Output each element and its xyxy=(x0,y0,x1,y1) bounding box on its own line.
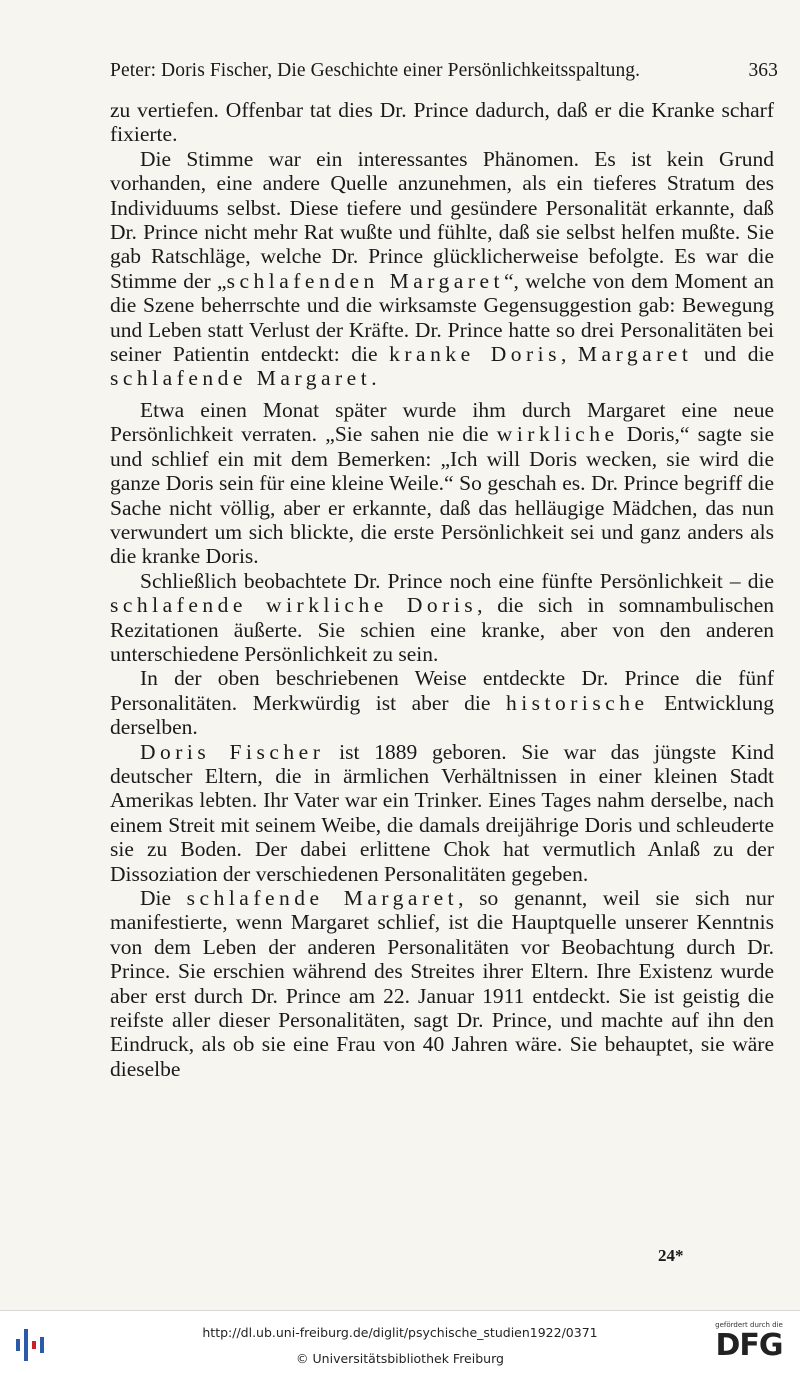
spaced-text: Doris Fischer xyxy=(140,739,325,764)
spaced-text: schlafende wirkliche Doris xyxy=(110,593,478,618)
text-run: Etwa einen Monat später wurde ihm durch Margaret eine neue Persönlichkeit verraten. „Sie sahen nie die xyxy=(110,397,774,447)
viewer-footer xyxy=(0,1310,800,1373)
source-url[interactable]: http://dl.ub.uni-freiburg.de/diglit/psychische_studien1922/0371 xyxy=(202,1325,598,1340)
paragraph-3 xyxy=(110,398,774,569)
text-run: In der oben beschriebenen Weise entdeckte Dr. Prince die fünf Personalitäten. Merkwürdig ist aber die xyxy=(110,666,774,715)
spaced-text: Margaret xyxy=(577,342,693,367)
spaced-text: kranke Doris xyxy=(389,342,561,367)
copyright-notice: © Universitätsbibliothek Freiburg xyxy=(296,1351,504,1366)
paragraph-2 xyxy=(110,147,774,391)
dfg-logo xyxy=(708,1321,790,1362)
running-head xyxy=(110,60,778,82)
text-run: . xyxy=(371,366,377,391)
text-run: Die Stimme war ein interessantes Phänomen. Es ist kein Grund vorhanden, eine andere Quelle anzunehmen, als ein tieferes Stratum des Individuums selbst. Diese tiefere und gesündere Personalität erkannte, daß Dr. Prince nicht mehr Rat wußte und fühlte, daß sie selbst helfen mußte. Sie gab Ratschläge, welche Dr. Prince glücklicherweise befolgte. Es war die Stimme der „ xyxy=(110,146,774,293)
spaced-text: wirkliche xyxy=(496,422,619,447)
text-run: Doris,“ sagte sie und schlief ein mit dem Bemerken: „Ich will Doris wecken, sie wird die ganze Doris sein für eine kleine Weile.“ So geschah es. Dr. Prince begriff die Sache nicht völlig, aber er erkannte, daß das helläugige Mädchen, das nun verwundert um sich blickte, die erste Persönlichkeit sei und ganz anders als die kranke Doris. xyxy=(110,422,774,569)
text-run: “, welche von dem Moment an die Szene beherrschte und die wirksamste Gegensuggestion gab: Bewegung und Leben statt Verlust der Kräfte. Dr. Prince hatte so drei Personalitäten bei seiner Patientin entdeckt: die xyxy=(110,268,774,367)
text-run: und die xyxy=(692,342,774,367)
running-head-title: Peter: Doris Fischer, Die Geschichte einer Persönlichkeitsspaltung. xyxy=(110,60,641,81)
dfg-caption: gefördert durch die xyxy=(715,1321,783,1329)
paragraph-4 xyxy=(110,569,774,667)
signature-mark: 24* xyxy=(658,1246,684,1265)
paragraph-5 xyxy=(110,666,774,739)
paragraph-1: zu vertiefen. Offenbar tat dies Dr. Prince dadurch, daß er die Kranke scharf fixierte. xyxy=(110,98,774,147)
text-run: ist 1889 geboren. Sie war das jüngste Kind deutscher Eltern, die in ärmlichen Verhältnissen in einer kleinen Stadt Amerikas lebten. Ihr Vater war ein Trinker. Eines Tages nahm derselbe, nach einem Streit mit seinem Weibe, die damals dreijährige Doris und schleuderte sie zu Boden. Der dabei erlittene Chok hat vermutlich Anlaß zu der Dissoziation der verschiedenen Personalitäten gegeben. xyxy=(110,739,774,886)
text-run: Schließlich beobachtete Dr. Prince noch eine fünfte Persönlichkeit – die xyxy=(140,568,774,593)
dfg-wordmark: DFG xyxy=(715,1328,783,1363)
text-run: Entwicklung derselben. xyxy=(110,690,775,740)
paragraph-7 xyxy=(110,886,774,1081)
text-run: , so genannt, weil sie sich nur manifestierte, wenn Margaret schlief, ist die Hauptquelle unserer Kenntnis von dem Leben der anderen Personalitäten vor Beobachtung durch Dr. Prince. Sie erschien während des Streites ihrer Eltern. Ihre Existenz wurde aber erst durch Dr. Prince am 22. Januar 1911 entdeckt. Sie ist geistig die reifste aller dieser Personalitäten, sagt Dr. Prince, und machte auf ihn den Eindruck, als ob sie eine Frau von 40 Jahren wäre. Sie behauptet, sie wäre dieselbe xyxy=(110,886,774,1081)
spaced-text: historische xyxy=(505,690,649,715)
body-text xyxy=(110,98,774,1081)
spaced-text: schlafende Margaret xyxy=(110,366,372,391)
spaced-text: schlafenden Margaret xyxy=(226,268,505,293)
text-run: Die xyxy=(140,886,187,910)
text-run: , xyxy=(560,342,578,367)
paragraph-6 xyxy=(110,740,774,886)
page-number: 363 xyxy=(748,60,778,81)
text-run: , die sich in somnambulischen Rezitationen äußerte. Sie schien eine kranke, aber von den anderen unterschiedene Persönlichkeit zu sein. xyxy=(110,593,774,666)
spaced-text: schlafende Margaret xyxy=(186,886,459,910)
